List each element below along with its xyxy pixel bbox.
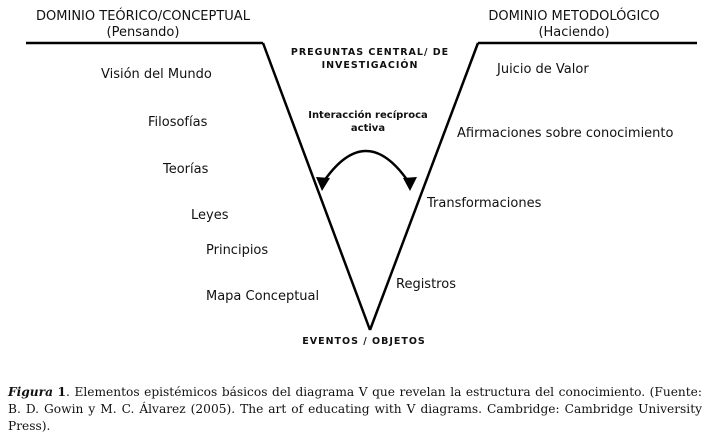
left-item: Visión del Mundo (101, 67, 212, 82)
right-item: Juicio de Valor (497, 62, 589, 77)
right-item: Registros (396, 277, 456, 292)
figure-number: 1 (57, 385, 67, 399)
right-domain-header (464, 9, 684, 41)
figure-label: Figura (8, 385, 53, 399)
left-item: Leyes (191, 208, 229, 223)
interaction-label-line-1: Interacción recíproca (308, 110, 428, 121)
left-item: Filosofías (148, 115, 208, 130)
left-domain-subtitle: (Pensando) (106, 25, 180, 40)
left-domain-header (12, 9, 274, 41)
right-item: Transformaciones (427, 196, 542, 211)
right-arrowhead-icon (403, 177, 417, 191)
right-domain-subtitle: (Haciendo) (538, 25, 610, 40)
events-objects-label: EVENTOS / OBJETOS (302, 336, 426, 347)
caption-text: . Elementos epistémicos básicos del diagrama V que revelan la estructura del conocimiento. (Fuente: B. D. Gowin y M. C. Álvarez (2005). The art of educating with V diagrams. Cambridge: Cambridge University Press). (8, 385, 703, 433)
focus-question (270, 46, 470, 72)
focus-question-line-1: PREGUNTAS CENTRAL/ DE (290, 47, 450, 58)
left-item: Principios (206, 243, 269, 258)
left-domain-title: DOMINIO TEÓRICO/CONCEPTUAL (36, 9, 250, 24)
right-domain-title: DOMINIO METODOLÓGICO (488, 9, 660, 24)
v-left-arm (263, 43, 370, 330)
left-item: Teorías (163, 162, 209, 177)
interaction-label-line-2: activa (350, 123, 386, 134)
left-item: Mapa Conceptual (206, 289, 320, 304)
interaction-label (288, 109, 448, 135)
focus-question-line-2: INVESTIGACIÓN (321, 60, 419, 71)
interaction-arc (322, 151, 410, 184)
figure-caption (8, 384, 702, 435)
right-item: Afirmaciones sobre conocimiento (457, 126, 674, 141)
